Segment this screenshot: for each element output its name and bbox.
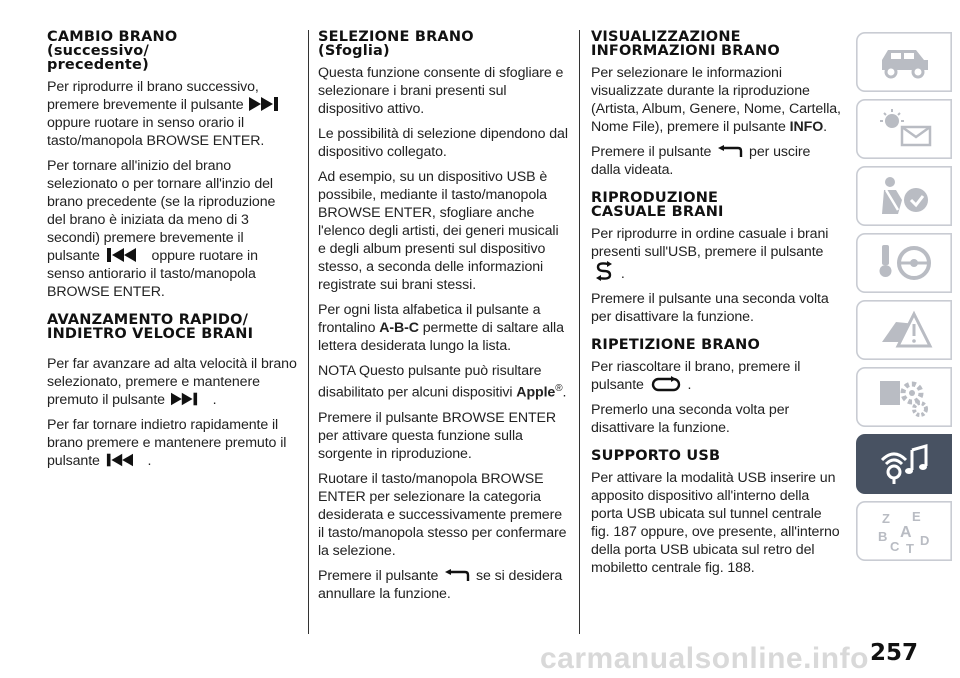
paragraph-browse-enter: Premere il pulsante BROWSE ENTER per attivare questa funzione sulla sorgente in riproduzione.	[318, 409, 557, 462]
abc-button-label: A-B-C	[379, 320, 419, 336]
svg-text:Z: Z	[882, 511, 890, 526]
paragraph-shuffle-off: Premere il pulsante una seconda volta per disattivare la funzione.	[591, 291, 829, 325]
svg-text:D: D	[920, 533, 930, 548]
svg-text:C: C	[890, 539, 900, 553]
text: .	[212, 392, 217, 408]
svg-text:B: B	[878, 529, 888, 544]
page-number: 257	[870, 640, 919, 666]
safety-seatbelt-icon	[876, 174, 936, 218]
text: .	[687, 377, 692, 393]
heading-cambio-brano: CAMBIO BRANO (successivo/ precedente)	[47, 29, 178, 73]
tab-emergency[interactable]	[856, 300, 952, 360]
svg-text:A: A	[900, 524, 912, 541]
paragraph-next-track	[47, 78, 297, 150]
svg-text:E: E	[912, 509, 921, 524]
text: Per tornare all'inizio del brano selezionato o per tornare all'inzio del brano precedente (se la riproduzione del brano è iniziata da meno di 3 secondi) premere brevemente il pulsante	[47, 158, 276, 264]
repeat-icon	[650, 376, 682, 392]
maintenance-gears-icon	[876, 375, 936, 419]
column-divider-2	[579, 30, 580, 634]
paragraph-fast-forward	[47, 355, 297, 409]
tab-car[interactable]	[856, 32, 952, 92]
chapter-sidebar	[856, 32, 952, 568]
watermark: carmanualsonline.info	[540, 642, 869, 675]
text: Per riprodurre il brano successivo, premere brevemente il pulsante	[47, 79, 259, 113]
back-icon	[717, 145, 743, 159]
previous-track-icon	[106, 247, 146, 263]
paragraph-info	[591, 64, 841, 136]
paragraph-repeat-off: Premerlo una seconda volta per disattivare la funzione.	[591, 402, 790, 436]
paragraph-browse-example: Ad esempio, su un dispositivo USB è possibile, mediante il tasto/manopola BROWSE ENTER, sfogliare anche l'elenco degli artisti, dei generi musicali e degli album presenti sul dispositivo stesso, a seconda delle informazioni registrate sui brani stessi.	[318, 169, 559, 293]
info-button-label: INFO	[789, 119, 824, 135]
paragraph-browse-options: Le possibilità di selezione dipendono dal dispositivo collegato.	[318, 126, 568, 160]
index-letters-icon	[876, 509, 936, 553]
text: Per selezionare le informazioni visualizzate durante la riproduzione (Artista, Album, Genere, Nome, Cartella, Nome File), premere il pulsante	[591, 65, 841, 135]
text: oppure ruotare in senso antiorario il tasto/manopola BROWSE ENTER.	[47, 248, 258, 300]
previous-track-icon	[106, 452, 142, 468]
paragraph-rewind	[47, 416, 297, 470]
text: Per far avanzare ad alta velocità il brano selezionato, premere e mantenere premuto il pulsante	[47, 356, 297, 408]
back-icon	[444, 569, 470, 583]
apple-label: Apple	[516, 384, 556, 401]
text: se si desidera annullare la funzione.	[318, 567, 563, 602]
paragraph-browse-rotate: Ruotare il tasto/manopola BROWSE ENTER per selezionare la categoria desiderata e successivamente premere il tasto/manopola stesso per confermare la selezione.	[318, 470, 567, 559]
paragraph-usb: Per attivare la modalità USB inserire un apposito dispositivo all'interno della porta USB ubicata sul tunnel centrale fig. 187 oppure, ove presente, all'interno della porta USB ubicata sul retro del mobiletto centrale fig. 188.	[591, 470, 840, 576]
tab-maintenance[interactable]	[856, 367, 952, 427]
shuffle-icon	[593, 261, 615, 281]
paragraph-browse-intro: Questa funzione consente di sfogliare e selezionare i brani presenti sul dispositivo attivo.	[318, 65, 564, 117]
steering-key-icon	[876, 241, 936, 285]
tab-safety[interactable]	[856, 166, 952, 226]
svg-text:T: T	[906, 541, 914, 553]
tab-multimedia[interactable]	[856, 434, 952, 494]
column-2	[318, 30, 568, 610]
text: oppure ruotare in senso orario il tasto/manopola BROWSE ENTER.	[47, 115, 265, 149]
text: Per far tornare indietro rapidamente il brano premere e mantenere premuto il pulsante	[47, 417, 287, 469]
heading-avanzamento-rapido: AVANZAMENTO RAPIDO/ INDIETRO VELOCE BRANI	[47, 312, 254, 342]
text: .	[823, 119, 827, 135]
next-track-icon	[171, 391, 207, 407]
text: Premere il pulsante	[591, 144, 712, 160]
tab-index[interactable]	[856, 501, 952, 561]
text: permette di saltare alla lettera desiderata lungo la lista.	[318, 320, 564, 354]
heading-supporto-usb: SUPPORTO USB	[591, 448, 721, 464]
heading-selezione-brano: SELEZIONE BRANO (Sfoglia)	[318, 29, 474, 59]
heading-visualizzazione: VISUALIZZAZIONE INFORMAZIONI BRANO	[591, 29, 780, 59]
paragraph-shuffle	[591, 225, 841, 283]
heading-riproduzione-casuale: RIPRODUZIONE CASUALE BRANI	[591, 190, 724, 220]
text: Per riprodurre in ordine casuale i brani presenti sull'USB, premere il pulsante	[591, 226, 829, 260]
text: .	[620, 266, 625, 282]
paragraph-previous-track	[47, 157, 297, 301]
paragraph-abc-button	[318, 301, 568, 355]
text: NOTA Questo pulsante può risultare disabilitato per alcuni dispositivi	[318, 363, 542, 401]
emergency-triangle-icon	[876, 308, 936, 352]
car-icon	[876, 40, 936, 84]
paragraph-browse-cancel	[318, 567, 568, 603]
tab-warning-lights[interactable]	[856, 99, 952, 159]
next-track-icon	[249, 96, 289, 112]
warning-lights-icon	[876, 107, 936, 151]
column-divider-1	[308, 30, 309, 634]
tab-starting-driving[interactable]	[856, 233, 952, 293]
paragraph-note-apple	[318, 362, 568, 402]
column-3	[591, 30, 841, 584]
text: Per riascoltare il brano, premere il pulsante	[591, 359, 801, 393]
paragraph-exit-screen	[591, 143, 841, 179]
text: per uscire dalla videata.	[591, 144, 811, 178]
text: Per ogni lista alfabetica il pulsante a frontalino	[318, 302, 541, 336]
text: .	[562, 384, 567, 401]
registered-mark: ®	[555, 383, 563, 394]
paragraph-repeat	[591, 358, 841, 394]
heading-ripetizione-brano: RIPETIZIONE BRANO	[591, 337, 761, 353]
multimedia-icon	[876, 442, 936, 486]
text: Premere il pulsante	[318, 567, 439, 584]
column-1	[47, 30, 297, 477]
text: .	[147, 453, 152, 469]
